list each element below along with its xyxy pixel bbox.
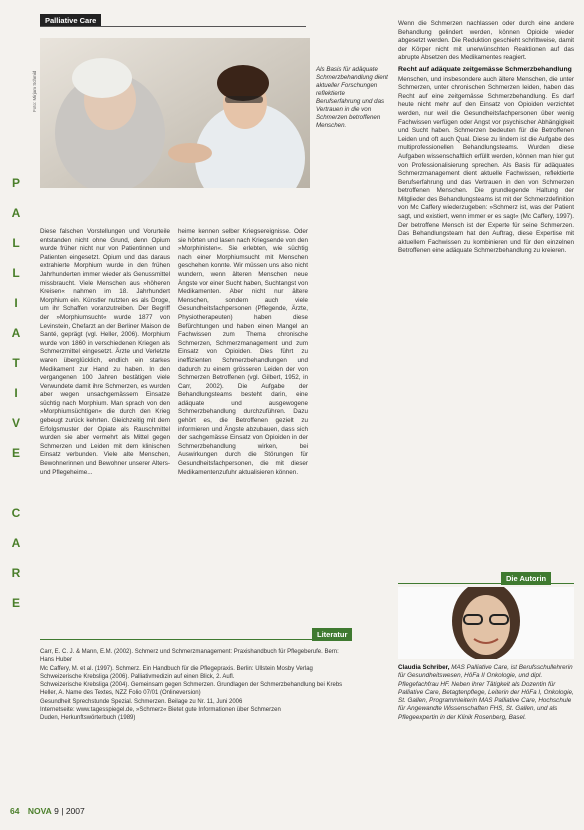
sidebar-letter: E	[11, 446, 20, 460]
section-tag: Palliative Care	[40, 14, 101, 27]
sidebar-letter: I	[14, 386, 18, 400]
literature-item: Mc Caffery, M. et al. (1997). Schmerz. Ein Handbuch für die Pflegepraxis. Berlin: Ullstein Mosby Verlag	[40, 665, 313, 672]
photo-caption: Als Basis für adäquate Schmerzbehandlung dient aktueller Forschungen reflektierte Berufserfahrung und das Vertrauen in die von Schmerzen betroffenen Menschen.	[316, 66, 388, 129]
author-rule	[398, 583, 574, 584]
sidebar-letter: V	[11, 416, 20, 430]
text-column-2	[178, 228, 308, 477]
literature-tag: Literatur	[312, 628, 352, 641]
sidebar-letter: C	[11, 506, 21, 520]
literature-item: Schweizerische Krebsliga (2006). Palliativmedizin auf einen Blick, 2. Aufl.	[40, 673, 235, 680]
sidebar-letter: A	[11, 206, 21, 220]
sidebar-letter: I	[14, 296, 18, 310]
page-number: 64	[10, 806, 20, 816]
column-1-text: Diese falschen Vorstellungen und Vorurteile entstanden nicht ohne Grund, denn Opium wurde früher nicht nur von Patientinnen und Patienten eingesetzt. Opium und das daraus extrahierte Morphium wurde in den frühen Jahrhunderten immer wieder als Genussmittel missbraucht. Viele Menschen aus »höheren Kreisen« nahmen im 18. Jahrhundert Morphium ein. Künstler nutzten es als Droge, um ihr Schaffen voranzutreiben. Der Begriff der »Morphiumsucht« wurde 1877 von Levinstein, Chefarzt an der Berliner Maison de Santé, geprägt (vgl. Heller, 2006). Morphium wurde von 1860 in verschiedenen Kriegen als Schmerzmittel eingesetzt. Ärzte und Verletzte waren überglücklich, endlich ein starkes Medikament zur Hand zu haben. In den vergangenen 100 Jahren bestätigen viele Verwundete damit ihre Schmerzen, es wurden aber wegen unsachgemässem Einsatze süchtig nach Morphium. Man sprach von den »Morphiumsüchtigen« die durch den Krieg gebeugt zurück kehrten. Gleichzeitig mit dem Erfolgsmuster der Opiate als Rauschmittel wurden sie aber vermehrt als Mittel gegen Schmerzen und Leiden mit dem klinischen Einsatz verbunden. Viele alte Menschen, Bewohnerinnen und Bewohner unserer Alters- und Pflegeheime...	[40, 228, 170, 476]
column-3-heading: Recht auf adäquate zeitgemässe Schmerzbehandlung	[398, 65, 572, 73]
nurse-patient-photo	[40, 38, 310, 188]
author-name: Claudia Schriber,	[398, 664, 450, 671]
sidebar-letter	[8, 476, 24, 506]
column-2-text: heime kennen selber Kriegsereignisse. Oder sie hörten und lasen nach Kriegsende von den »Morphinisten«. Sie erlebten, wie süchtig nach einer Morphiumsucht mit Menschen geschehen konnte. Wir müssen uns also nicht wundern, wenn älteren Menschen neue Ängste vor einer Sucht haben, Suchtangst von Medikamenten. Aber nicht nur ältere Menschen, sondern auch viele Gesundheitsfachpersonen (Pflegende, Ärzte, Physiotherapeuten) haben diese Befürchtungen und haben einen Mangel an Fachwissen zum Thema chronische Schmerzen, Schmerzmanagement und zum Einsatz von Opioiden. Dies führt zu ineffizienten Schmerzbehandlungen und dadurch zu einem grösseren Leiden der von Schmerzen Betroffenen (vgl. Gilbert, 1952, in Carr, 2002). Die Aufgabe der Behandlungsteams besteht darin, eine adäquate und ausgewogene Schmerzbehandlung durchzuführen. Dazu gehört es, die Betroffenen gezielt zu informieren und Ängste abzubauen, dass sich der sachgemässe Einsatz von Opioiden in der Schmerzbehandlung wirken, bei Auswirkungen durch die Störungen für Gesundheitsfachpersonen, die mit dieser Medikamentenzufuhr aktualisieren können.	[178, 228, 308, 476]
literature-list	[40, 648, 350, 723]
page-footer	[10, 806, 85, 816]
literature-item: Schweizerische Krebsliga (2004). Gemeinsam gegen Schmerzen. Grundlagen der Schmerzbehandlung bei Krebs	[40, 682, 343, 689]
photo-credit: Foto: Mirjam Schmid	[32, 70, 37, 112]
literature-item: Internetseite: www.tagesspiegel.de, »Schmerz« Bietet gute Informationen über Schmerzen	[40, 707, 281, 714]
column-3-body: Menschen, und insbesondere auch ältere Menschen, die unter Schmerzen, unter chronischen Schmerzen leiden, haben das Recht auf eine zeitgemässe Schmerzbehandlung. Es darf heute nicht mehr auf den Einsatz von Opioiden verzichtet werden, nur weil die Gesundheitsfachpersonen über wenig Fachwissen verfügen oder Angst vor psychischer Abhängigkeit und Sucht haben. Schmerzen bedeuten für die Betroffenen Leiden und oft auch Qual. Diese zu lindern ist die Aufgabe des multiprofessionellen Behandlungsteams. Wurden diese Aufgaben wissenschaftlich erfüllt werden, können man hier gut von Professionalisierung sprechen. Als Basis für adäquates Schmerzmanagement dient aktuelle Fachwissen, reflektierte Berufserfahrung und das Vertrauen in den von Schmerzen betroffenen Menschen. Die grundlegende Haltung der Mitglieder des Behandlungsteams ist mit der Schmerzdefinition von Mc Caffery wiederzugeben: »Schmerz ist, was der Patient sagt, und existiert, wenn immer er es sagt« (Mc Caffery, 1997). Der betroffene Mensch ist der Experte für seine Schmerzen. Das Behandlungsteam hat den Auftrag, diese Expertise mit aktuellem Fachwissen zu kombinieren und für den einzelnen Betroffenen eine adäquate Schmerzbehandlung zu kreieren.	[398, 75, 574, 255]
column-3-intro: Wenn die Schmerzen nachlassen oder durch eine andere Behandlung gelindert werden, können Opioide wieder abgesetzt werden. Die Reduktion geschieht schrittweise, damit der Körper nicht mit unerwünschten Reaktionen auf das abrupte Absetzen des Medikamentes reagiert.	[398, 20, 574, 62]
header-rule	[40, 26, 306, 27]
literature-item: Heller, A. Name des Textes, NZZ Folio 07/01 (Onlineversion)	[40, 690, 201, 697]
sidebar-letter: P	[11, 176, 20, 190]
sidebar-letter: L	[12, 236, 20, 250]
text-column-1	[40, 228, 170, 477]
sidebar-letter: R	[11, 566, 21, 580]
literature-item: Gesundheit Sprechstunde Spezial. Schmerzen. Beilage zu Nr. 11, Juni 2006	[40, 698, 243, 705]
sidebar-letter: E	[11, 596, 20, 610]
sidebar-letter: A	[11, 326, 21, 340]
sidebar-letter: T	[12, 356, 20, 370]
author-photo	[398, 587, 574, 659]
author-tag: Die Autorin	[501, 572, 551, 585]
sidebar-letter: A	[11, 536, 21, 550]
sidebar-letter: L	[12, 266, 20, 280]
author-caption	[398, 664, 574, 722]
text-column-3	[398, 20, 574, 256]
literature-item: Carr, E. C. J. & Mann, E.M. (2002). Schmerz und Schmerzmanagement: Praxishandbuch für Pflegeberufe. Bern: Hans Huber	[40, 649, 339, 664]
author-bio: MAS Palliative Care, ist Berufsschullehrerin für Gesundheitswesen, HöFa II Onkologie, und dipl. Pflegefachfrau HF. Neben ihrer Tätigkeit als Dozentin für Palliative Care, Betagtenpflege, Leiterin der HöFa I, Onkologie, St. Gallen, Programmleiterin MAS Palliative Care, Hochschule für Angewandte Wissenschaften FHS, St. Gallen, und als Pflegeexpertin in der Klinik Rosenberg, Basel.	[398, 664, 574, 721]
literature-item: Duden, Herkunftswörterbuch (1989)	[40, 715, 136, 722]
sidebar-word	[8, 176, 24, 626]
magazine-name: NOVA	[27, 806, 52, 816]
issue-number: 9 | 2007	[54, 806, 85, 816]
literature-rule	[40, 639, 350, 640]
